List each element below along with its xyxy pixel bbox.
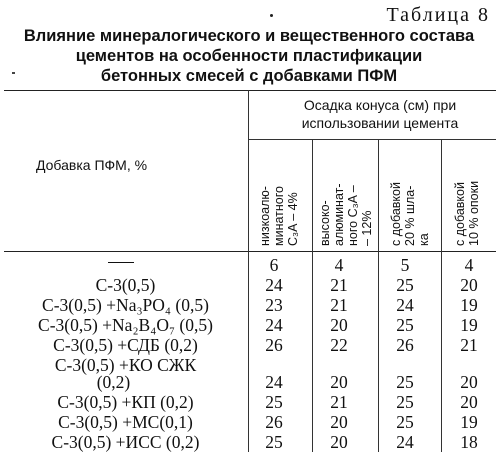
table-cell: 25 <box>396 372 414 392</box>
table-cell: 24 <box>265 372 283 392</box>
table-row <box>0 412 500 432</box>
title-line: цементов на особенности пластификации <box>75 47 423 65</box>
row-label: С-3(0,5) +КП (0,2) <box>57 392 194 412</box>
table-cell: 19 <box>460 315 478 335</box>
row-label: С-3(0,5) +Na₃PO₄ (0,5) <box>42 295 209 315</box>
table-row <box>0 315 500 335</box>
table-cell: 4 <box>464 255 474 275</box>
column-header-opoka: с добавкой 10 % опоки <box>453 180 481 246</box>
stub-header: Добавка ПФМ, % <box>36 157 148 173</box>
table-cell: 24 <box>265 315 283 335</box>
table-title <box>4 26 494 86</box>
group-header-line: Осадка конуса (см) при <box>303 97 457 113</box>
table-cell: 24 <box>265 275 283 295</box>
table-row <box>0 392 500 412</box>
column-header-high-alumina: высоко- алюминат- ного C₃A – – 12% <box>318 183 374 246</box>
row-label: С-3(0,5) +МС(0,1) <box>58 412 193 432</box>
table-cell: 23 <box>265 295 283 315</box>
table-cell: 21 <box>460 335 478 355</box>
table-cell: 18 <box>460 432 478 452</box>
table-cell: 26 <box>265 335 283 355</box>
table-row <box>0 432 500 452</box>
table-cell: 25 <box>265 392 283 412</box>
table-cell: 21 <box>330 295 348 315</box>
table-row <box>0 255 500 275</box>
table-cell: 26 <box>265 412 283 432</box>
table-cell: 19 <box>460 412 478 432</box>
row-label: С-3(0,5) +Na₂B₄O₇ (0,5) <box>38 315 213 335</box>
table-cell: 26 <box>396 335 414 355</box>
table-caption: Таблица 8 <box>386 4 490 26</box>
table-cell: 20 <box>330 412 348 432</box>
table-cell: 6 <box>269 255 279 275</box>
table-cell: 20 <box>460 372 478 392</box>
table-top-rule <box>4 90 496 91</box>
print-speck <box>270 14 273 17</box>
table-row <box>0 372 500 392</box>
table-cell: 4 <box>334 255 344 275</box>
table-row <box>0 295 500 315</box>
title-line: Влияние минералогического и вещественного состава <box>23 27 475 45</box>
table-cell: 25 <box>396 412 414 432</box>
table-cell: 25 <box>265 432 283 452</box>
table-row <box>0 335 500 355</box>
table-cell: 25 <box>396 392 414 412</box>
table-cell: 5 <box>400 255 410 275</box>
table-cell: 20 <box>460 275 478 295</box>
table-cell: 20 <box>330 432 348 452</box>
table-cell: 25 <box>396 315 414 335</box>
group-header <box>262 96 498 132</box>
title-line: бетонных смесей с добавками ПФМ <box>100 67 398 85</box>
row-label: С-3(0,5) +КО СЖК <box>54 355 197 375</box>
table-cell: 22 <box>330 335 348 355</box>
column-header-low-alumina: низкоалю- минатного C₃A – 4% <box>258 186 300 246</box>
column-header-slag: с добавкой 20 % шла- ка <box>389 182 431 246</box>
table-cell: 25 <box>396 275 414 295</box>
table-cell: 21 <box>330 392 348 412</box>
table-cell: 24 <box>396 295 414 315</box>
table-cell: 20 <box>460 392 478 412</box>
table-cell: 20 <box>330 315 348 335</box>
header-bottom-rule <box>4 251 496 252</box>
group-header-line: использовании цемента <box>301 115 459 131</box>
row-label: С-3(0,5) +СДБ (0,2) <box>53 335 198 355</box>
row-label: С-3(0,5) <box>95 275 156 295</box>
table-cell: 19 <box>460 295 478 315</box>
table-row <box>0 275 500 295</box>
table-cell: 20 <box>330 372 348 392</box>
table-cell: 21 <box>330 275 348 295</box>
row-label: (0,2) <box>96 372 131 392</box>
table-cell: 24 <box>396 432 414 452</box>
group-header-rule <box>248 139 496 140</box>
row-label: С-3(0,5) +ИСС (0,2) <box>51 432 200 452</box>
